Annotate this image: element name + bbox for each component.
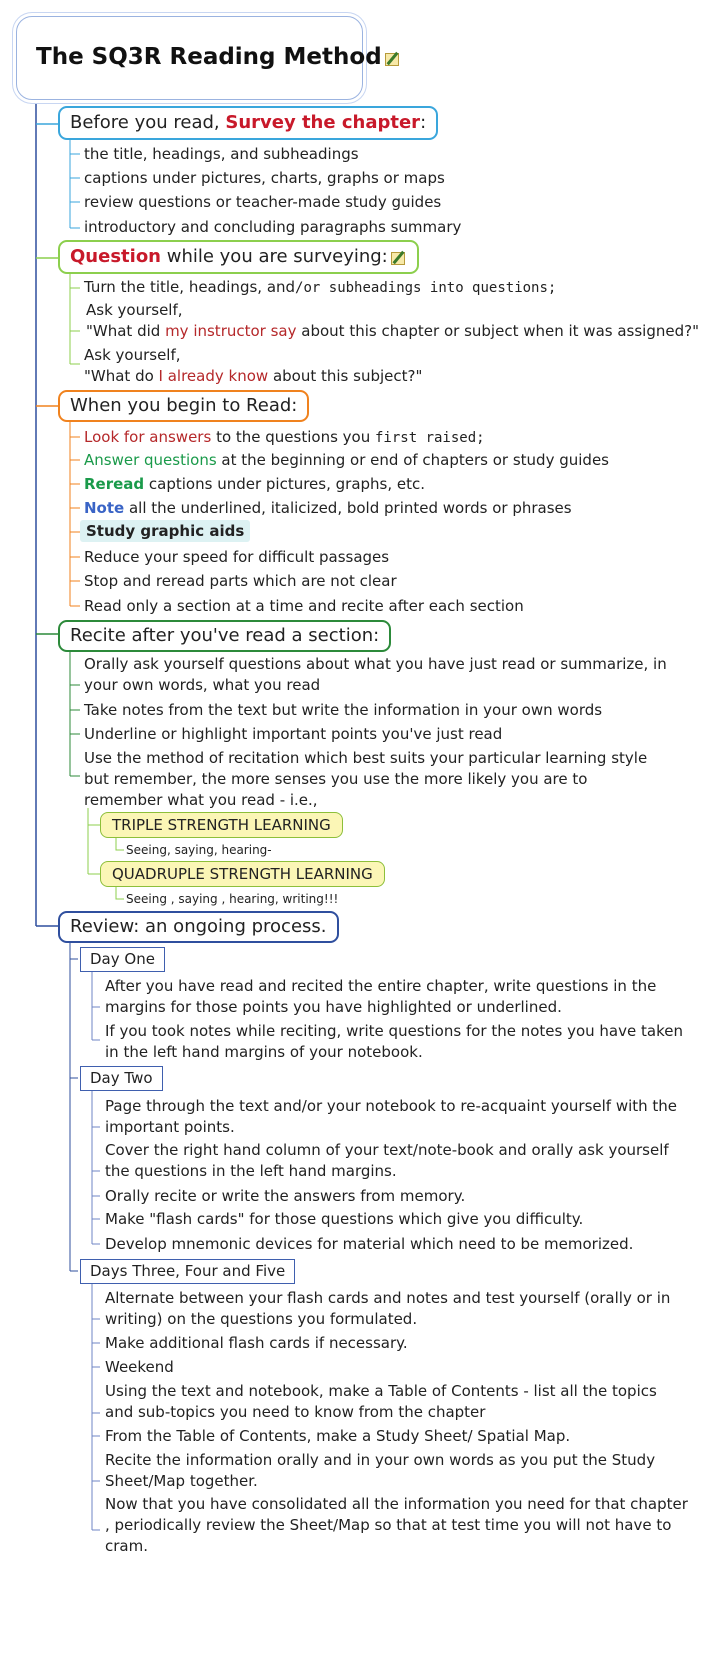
question-item-line: Ask yourself, xyxy=(86,301,183,319)
days-three-five-item-line: , periodically review the Sheet/Map so that at test time you will not have to xyxy=(105,1516,672,1534)
days-three-five-item-line: and sub-topics you need to know from the chapter xyxy=(105,1403,486,1421)
read-item[interactable] xyxy=(84,498,572,519)
read-item[interactable]: Reduce your speed for difficult passages xyxy=(84,548,390,566)
days-three-five-item[interactable] xyxy=(105,1450,655,1492)
day-two-item[interactable]: Make "flash cards" for those questions which give you difficulty. xyxy=(105,1210,584,1228)
day-one-item[interactable] xyxy=(105,976,656,1018)
topic-recite[interactable] xyxy=(58,620,391,652)
days-three-five-item-line: Recite the information orally and in your own words as you put the Study xyxy=(105,1451,656,1469)
read-item[interactable] xyxy=(84,474,425,495)
topic-question[interactable] xyxy=(58,240,419,274)
read-item-emphasis: Note xyxy=(84,499,125,517)
read-item-highlighted[interactable] xyxy=(80,521,250,542)
day-one-item-line: margins for those points you have highlighted or underlined. xyxy=(105,998,562,1016)
recite-item-line: Use the method of recitation which best suits your particular learning style xyxy=(84,749,648,767)
topic-survey-before: Before you read, xyxy=(70,112,226,133)
read-item-emphasis: Reread xyxy=(84,475,145,493)
read-item[interactable] xyxy=(84,427,485,449)
day-two-item-line: Page through the text and/or your notebook to re-acquaint yourself with the xyxy=(105,1097,678,1115)
days-three-five-item-line: Using the text and notebook, make a Table of Contents - list all the topics xyxy=(105,1382,657,1400)
day-one-item-line: in the left hand margins of your notebook. xyxy=(105,1043,423,1061)
day-one-item-line: If you took notes while reciting, write questions for the notes you have taken xyxy=(105,1022,683,1040)
day-two-item[interactable]: Develop mnemonic devices for material which need to be memorized. xyxy=(105,1235,634,1253)
question-item-emphasis: my instructor say xyxy=(165,322,297,340)
recite-item[interactable]: Take notes from the text but write the information in your own words xyxy=(84,701,603,719)
triple-strength-label: TRIPLE STRENGTH LEARNING xyxy=(112,816,331,834)
day-two-item[interactable] xyxy=(105,1096,677,1138)
days-three-five-item[interactable]: Make additional flash cards if necessary. xyxy=(105,1334,408,1352)
subtopic-day-one[interactable] xyxy=(80,947,165,972)
read-item[interactable]: Stop and reread parts which are not clear xyxy=(84,572,397,590)
days-three-five-item[interactable] xyxy=(105,1288,670,1330)
recite-item-line: your own words, what you read xyxy=(84,676,321,694)
topic-survey[interactable] xyxy=(58,106,438,140)
read-item-text: to the questions you xyxy=(211,428,375,446)
day-two-item-line: Cover the right hand column of your text/note-book and orally ask yourself xyxy=(105,1141,669,1159)
question-item-text: about this chapter or subject when it was assigned?" xyxy=(296,322,699,340)
topic-read[interactable] xyxy=(58,390,309,422)
question-item-text: about this subject?" xyxy=(268,367,423,385)
question-item-mono: /or subheadings into questions; xyxy=(295,280,557,296)
day-two-item[interactable]: Orally recite or write the answers from memory. xyxy=(105,1187,466,1205)
survey-item[interactable]: review questions or teacher-made study guides xyxy=(84,193,442,211)
quadruple-strength-label: QUADRUPLE STRENGTH LEARNING xyxy=(112,865,373,883)
read-item-text: all the underlined, italicized, bold printed words or phrases xyxy=(124,499,572,517)
subtopic-day-two-label: Day Two xyxy=(90,1069,153,1087)
days-three-five-item-line: Now that you have consolidated all the information you need for that chapter xyxy=(105,1495,688,1513)
days-three-five-item-line: cram. xyxy=(105,1537,148,1555)
triple-strength-note[interactable]: Seeing, saying, hearing- xyxy=(126,843,272,857)
note-icon[interactable] xyxy=(384,51,401,65)
subtopic-day-one-label: Day One xyxy=(90,950,155,968)
read-item-text: at the beginning or end of chapters or study guides xyxy=(216,451,609,469)
survey-item[interactable]: captions under pictures, charts, graphs or maps xyxy=(84,169,445,187)
recite-item[interactable] xyxy=(84,748,647,811)
read-item-mono: first raised; xyxy=(375,430,485,446)
topic-read-label: When you begin to Read: xyxy=(70,395,298,416)
recite-item-line: Orally ask yourself questions about what you have just read or summarize, in xyxy=(84,655,667,673)
topic-recite-label: Recite after you've read a section: xyxy=(70,625,380,646)
day-two-item[interactable] xyxy=(105,1140,669,1182)
question-item[interactable] xyxy=(84,277,556,299)
recite-item[interactable]: Underline or highlight important points you've just read xyxy=(84,725,503,743)
topic-question-highlight: Question xyxy=(70,246,161,267)
day-two-item-line: important points. xyxy=(105,1118,235,1136)
subtopic-days-three-four-five[interactable] xyxy=(80,1259,295,1284)
days-three-five-item[interactable] xyxy=(105,1381,657,1423)
question-item-line: Ask yourself, xyxy=(84,346,181,364)
question-item[interactable] xyxy=(86,300,699,342)
days-three-five-item[interactable] xyxy=(105,1494,688,1557)
days-three-five-item[interactable]: Weekend xyxy=(105,1358,174,1376)
note-icon[interactable] xyxy=(390,250,407,264)
recite-item[interactable] xyxy=(84,654,667,696)
topic-survey-highlight: Survey the chapter xyxy=(225,112,421,133)
central-topic[interactable] xyxy=(36,44,401,70)
days-three-five-item-line: Sheet/Map together. xyxy=(105,1472,258,1490)
read-item[interactable] xyxy=(84,450,609,471)
central-topic-title: The SQ3R Reading Method xyxy=(36,44,382,70)
read-item-emphasis: Look for answers xyxy=(84,428,212,446)
recite-item-line: but remember, the more senses you use the more likely you are to xyxy=(84,770,588,788)
survey-item[interactable]: introductory and concluding paragraphs summary xyxy=(84,218,462,236)
question-item-text: "What did xyxy=(86,322,166,340)
days-three-five-item-line: Alternate between your flash cards and notes and test yourself (orally or in xyxy=(105,1289,671,1307)
day-one-item-line: After you have read and recited the entire chapter, write questions in the xyxy=(105,977,657,995)
survey-item[interactable]: the title, headings, and subheadings xyxy=(84,145,359,163)
question-item-text: "What do xyxy=(84,367,159,385)
triple-strength-box[interactable] xyxy=(100,812,343,838)
recite-item-line: remember what you read - i.e., xyxy=(84,791,318,809)
topic-review-label: Review: an ongoing process. xyxy=(70,916,327,937)
topic-question-after: while you are surveying: xyxy=(161,246,388,267)
quadruple-strength-note[interactable]: Seeing , saying , hearing, writing!!! xyxy=(126,892,339,906)
read-item[interactable]: Read only a section at a time and recite after each section xyxy=(84,597,524,615)
topic-survey-after: : xyxy=(420,112,427,133)
day-one-item[interactable] xyxy=(105,1021,683,1063)
topic-review[interactable] xyxy=(58,911,339,943)
question-item[interactable] xyxy=(84,345,422,387)
quadruple-strength-box[interactable] xyxy=(100,861,385,887)
read-item-emphasis: Answer questions xyxy=(84,451,217,469)
read-item-study-graphic-aids: Study graphic aids xyxy=(80,520,250,542)
days-three-five-item-line: writing) on the questions you formulated. xyxy=(105,1310,418,1328)
question-item-text: Turn the title, headings, and xyxy=(84,278,296,296)
subtopic-days-three-four-five-label: Days Three, Four and Five xyxy=(90,1262,286,1280)
read-item-text: captions under pictures, graphs, etc. xyxy=(144,475,426,493)
question-item-emphasis: I already know xyxy=(158,367,269,385)
subtopic-day-two[interactable] xyxy=(80,1066,163,1091)
days-three-five-item[interactable]: From the Table of Contents, make a Study Sheet/ Spatial Map. xyxy=(105,1427,571,1445)
day-two-item-line: the questions in the left hand margins. xyxy=(105,1162,397,1180)
